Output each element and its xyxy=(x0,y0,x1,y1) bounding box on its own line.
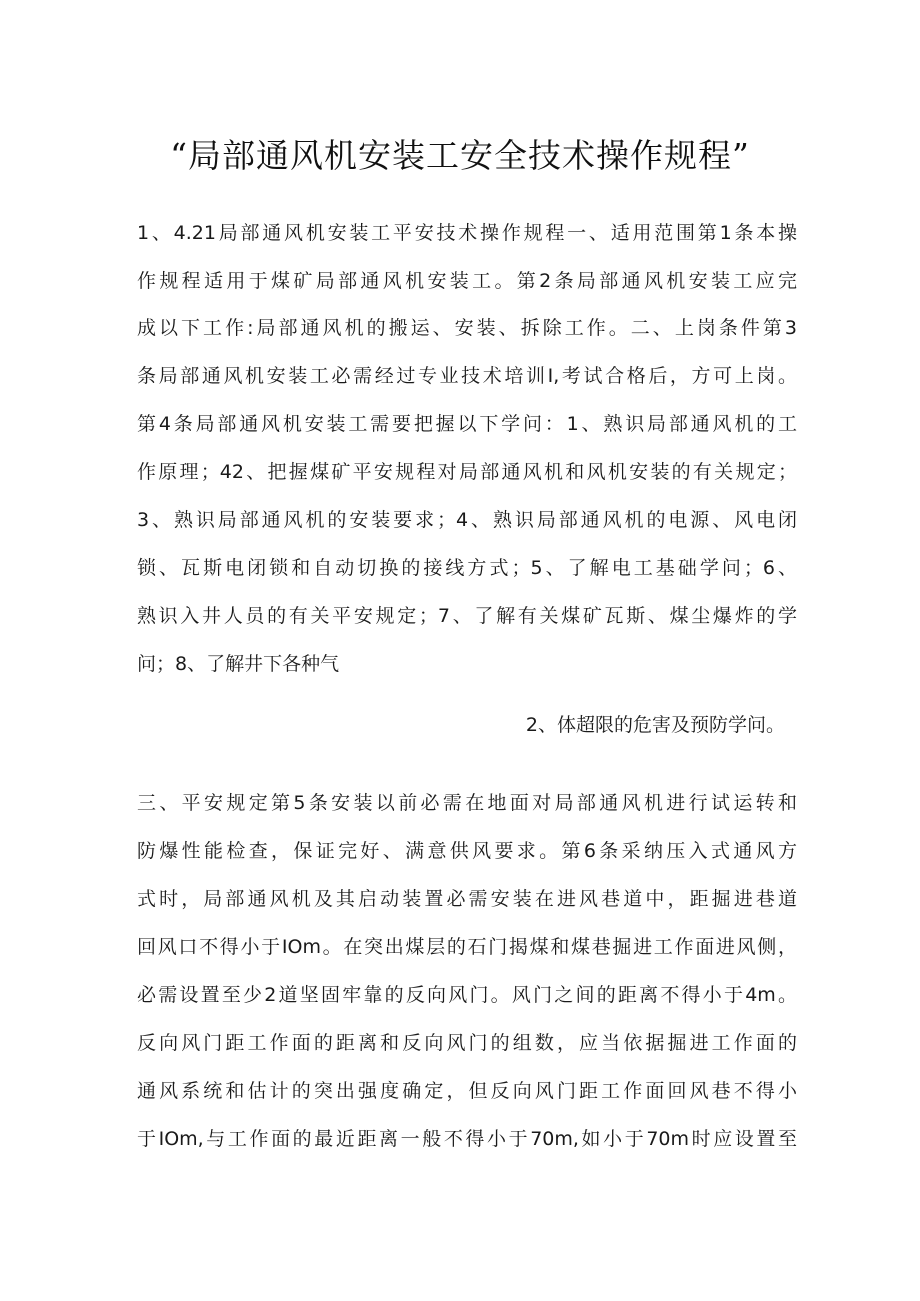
paragraph-1-line: 作规程适用于煤矿局部通风机安装工。第2条局部通风机安装工应完 xyxy=(137,270,797,292)
paragraph-3-line: 回风口不得小于IOm。在突出煤层的石门揭煤和煤巷掘进工作面进风侧， xyxy=(137,936,797,958)
paragraph-1-line: 锁、瓦斯电闭锁和自动切换的接线方式；5、了解电工基础学问；6、 xyxy=(137,557,797,579)
paragraph-3-line: 三、平安规定第5条安装以前必需在地面对局部通风机进行试运转和 xyxy=(137,792,797,814)
paragraph-1-line: 3、熟识局部通风机的安装要求；4、熟识局部通风机的电源、风电闭 xyxy=(137,509,797,531)
paragraph-1-line: 第4条局部通风机安装工需要把握以下学问：1、熟识局部通风机的工 xyxy=(137,413,797,435)
paragraph-3-line: 于IOm,与工作面的最近距离一般不得小于70m,如小于70m时应设置至 xyxy=(137,1128,797,1150)
paragraph-1-line: 熟识入井人员的有关平安规定；7、了解有关煤矿瓦斯、煤尘爆炸的学 xyxy=(137,605,797,627)
paragraph-3-line: 必需设置至少2道坚固牢靠的反向风门。风门之间的距离不得小于4m。 xyxy=(137,984,797,1006)
document-title: “局部通风机安装工安全技术操作规程” xyxy=(170,136,750,175)
paragraph-1-line: 成以下工作:局部通风机的搬运、安装、拆除工作。二、上岗条件第3 xyxy=(137,317,797,339)
paragraph-3-line: 反向风门距工作面的距离和反向风门的组数，应当依据掘进工作面的 xyxy=(137,1032,797,1054)
paragraph-1-line: 1、4.21局部通风机安装工平安技术操作规程一、适用范围第1条本操 xyxy=(137,222,797,244)
paragraph-1-line: 条局部通风机安装工必需经过专业技术培训I,考试合格后，方可上岗。 xyxy=(137,365,797,387)
paragraph-2: 2、体超限的危害及预防学问。 xyxy=(525,714,785,736)
paragraph-3-line: 式时，局部通风机及其启动装置必需安装在进风巷道中，距掘进巷道 xyxy=(137,888,797,910)
paragraph-3-line: 防爆性能检查，保证完好、满意供风要求。第6条采纳压入式通风方 xyxy=(137,840,797,862)
paragraph-1-line: 作原理；42、把握煤矿平安规程对局部通风机和风机安装的有关规定； xyxy=(137,461,797,483)
paragraph-1-line: 问；8、了解井下各种气 xyxy=(137,653,340,675)
paragraph-3-line: 通风系统和估计的突出强度确定，但反向风门距工作面回风巷不得小 xyxy=(137,1080,797,1102)
